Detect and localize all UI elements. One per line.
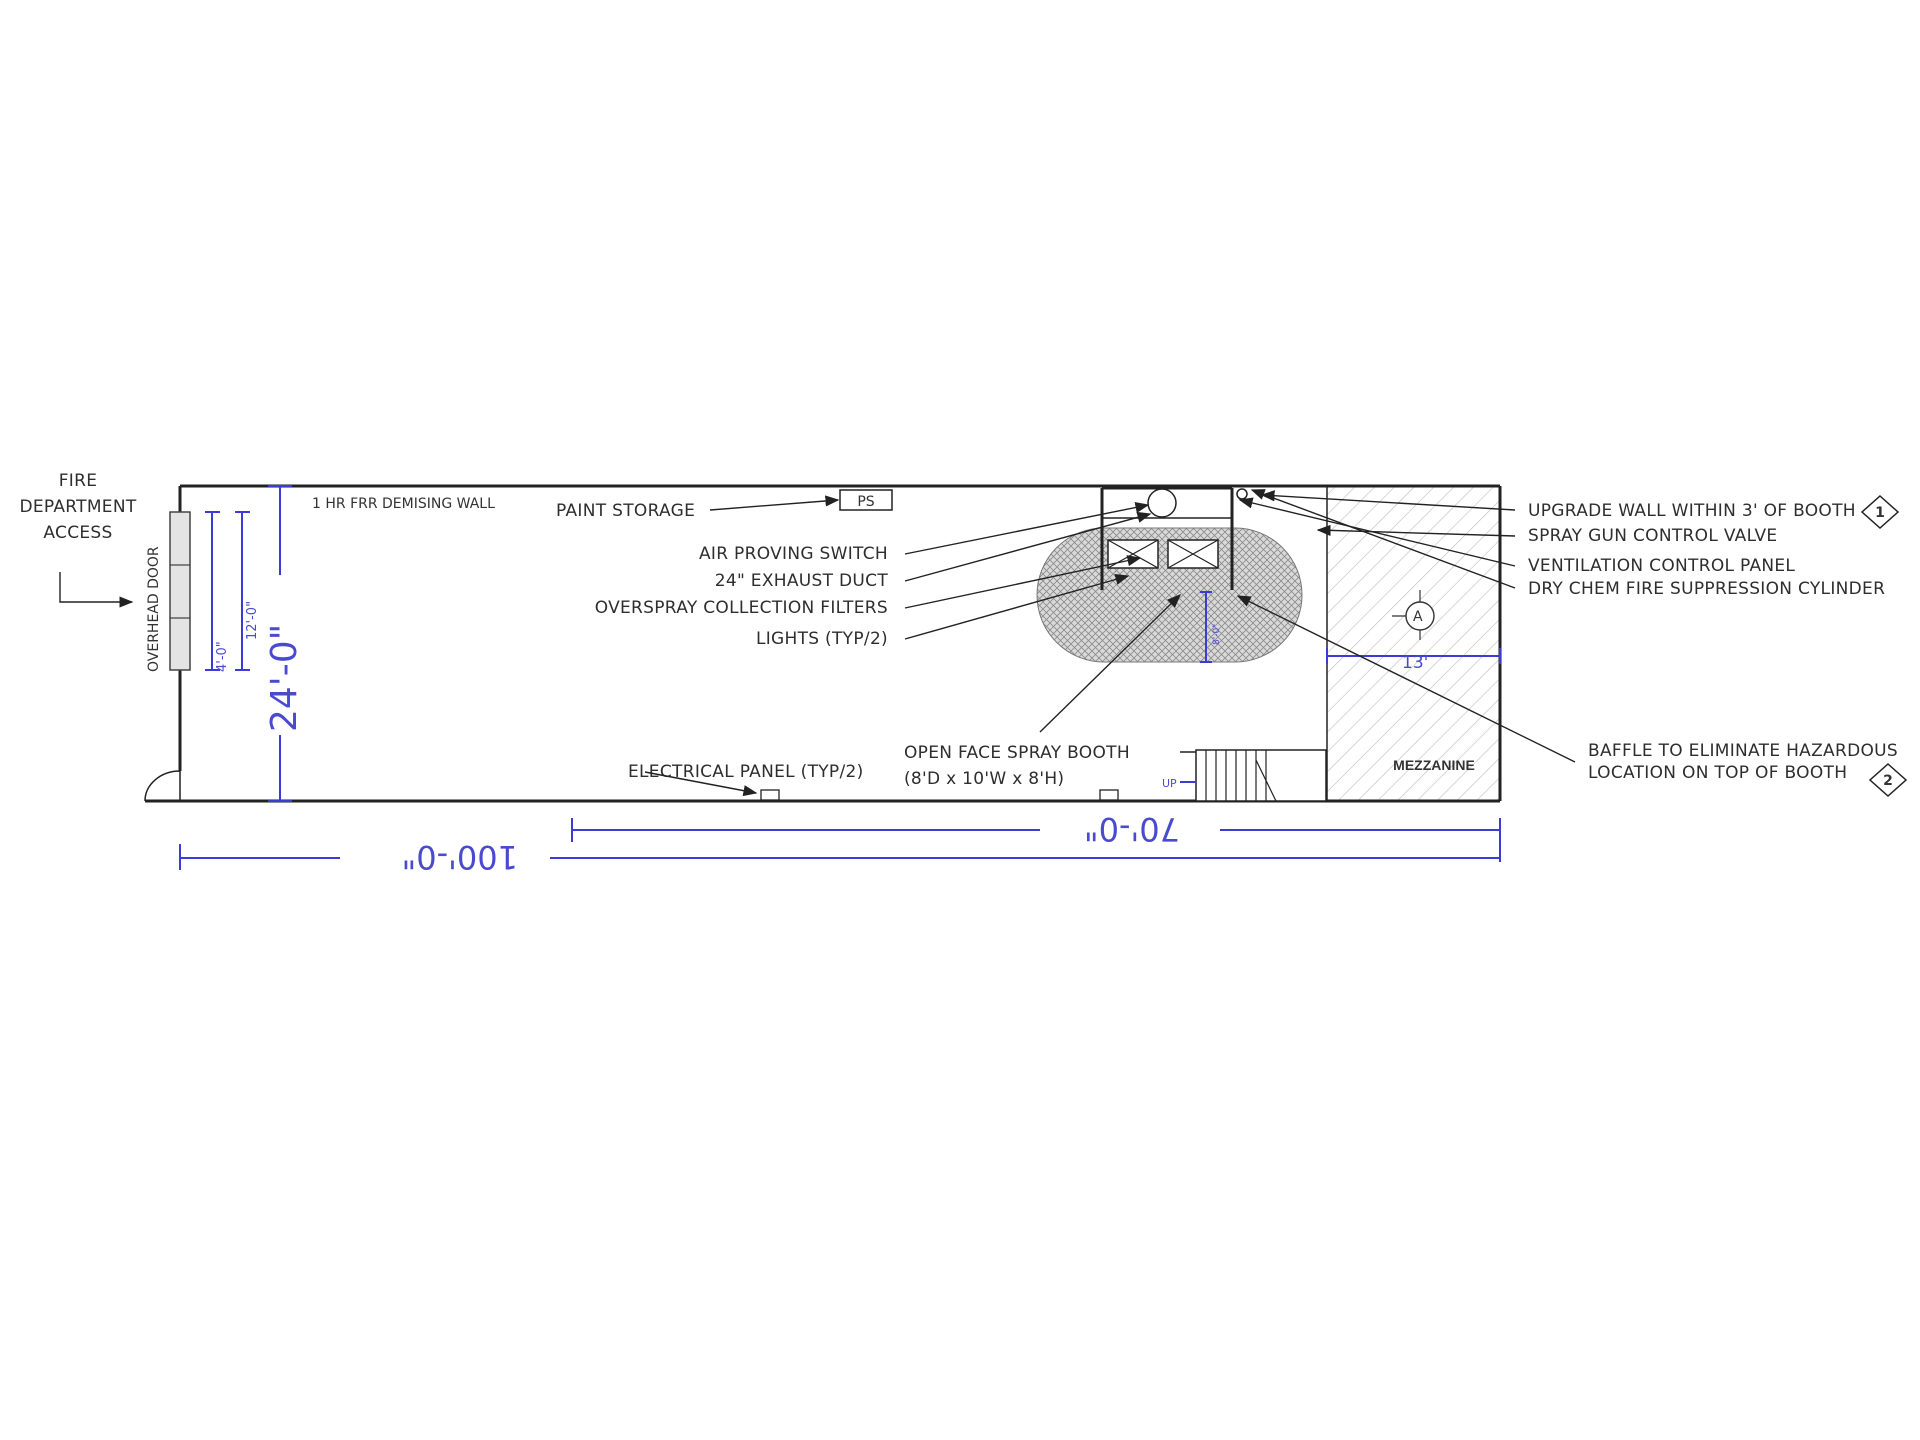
overhead-door-label: OVERHEAD DOOR <box>146 546 162 672</box>
length-70-dimension-line <box>572 818 1500 862</box>
width-dimension-label: 24'-0" <box>264 623 305 732</box>
note-1-label: 1 <box>1875 505 1885 521</box>
electrical-panel-2 <box>1100 790 1118 800</box>
paint-storage-code: PS <box>857 494 875 510</box>
length-100-dimension-line <box>180 844 1500 870</box>
exhaust-duct-label: 24" EXHAUST DUCT <box>714 571 888 591</box>
paint-storage-label: PAINT STORAGE <box>556 501 696 521</box>
note-2-label: 2 <box>1883 773 1893 789</box>
length-70-label: 70'-0" <box>1083 810 1180 848</box>
stairs-up-label: UP <box>1162 777 1177 790</box>
door-dimension-4: 4'-0" <box>215 641 230 672</box>
overhead-door <box>170 512 190 670</box>
fire-access-line-2: DEPARTMENT <box>19 497 137 517</box>
upgrade-wall-label: UPGRADE WALL WITHIN 3' OF BOOTH <box>1528 501 1856 521</box>
mezzanine-dimension-label: 13' <box>1402 653 1429 673</box>
booth-depth-label: 8'-0" <box>1212 623 1222 645</box>
overspray-filters-label: OVERSPRAY COLLECTION FILTERS <box>594 598 888 618</box>
dry-chem-label: DRY CHEM FIRE SUPPRESSION CYLINDER <box>1528 579 1886 599</box>
fire-access-line-1: FIRE <box>58 471 98 491</box>
spray-gun-valve-label: SPRAY GUN CONTROL VALVE <box>1528 526 1778 546</box>
spray-booth-size-label: (8'D x 10'W x 8'H) <box>904 769 1065 789</box>
section-marker-label: A <box>1413 609 1423 625</box>
access-arrow-icon <box>60 572 132 602</box>
door-dimension-12: 12'-0" <box>245 600 260 640</box>
length-100-label: 100'-0" <box>401 838 518 876</box>
electrical-panel-1 <box>761 790 779 800</box>
lights-label: LIGHTS (TYP/2) <box>755 629 888 649</box>
air-proving-switch-label: AIR PROVING SWITCH <box>699 544 888 564</box>
spray-booth-label: OPEN FACE SPRAY BOOTH <box>904 743 1130 763</box>
fire-access-line-3: ACCESS <box>43 523 113 543</box>
ventilation-panel-label: VENTILATION CONTROL PANEL <box>1528 556 1796 576</box>
paint-storage-leader <box>710 500 838 510</box>
mezzanine-label: MEZZANINE <box>1393 757 1475 773</box>
baffle-label-line-2: LOCATION ON TOP OF BOOTH <box>1588 763 1848 783</box>
stairs <box>1196 750 1326 801</box>
baffle-label-line-1: BAFFLE TO ELIMINATE HAZARDOUS <box>1588 741 1899 761</box>
electrical-panel-label: ELECTRICAL PANEL (TYP/2) <box>628 762 864 782</box>
demising-wall-label: 1 HR FRR DEMISING WALL <box>312 496 495 512</box>
